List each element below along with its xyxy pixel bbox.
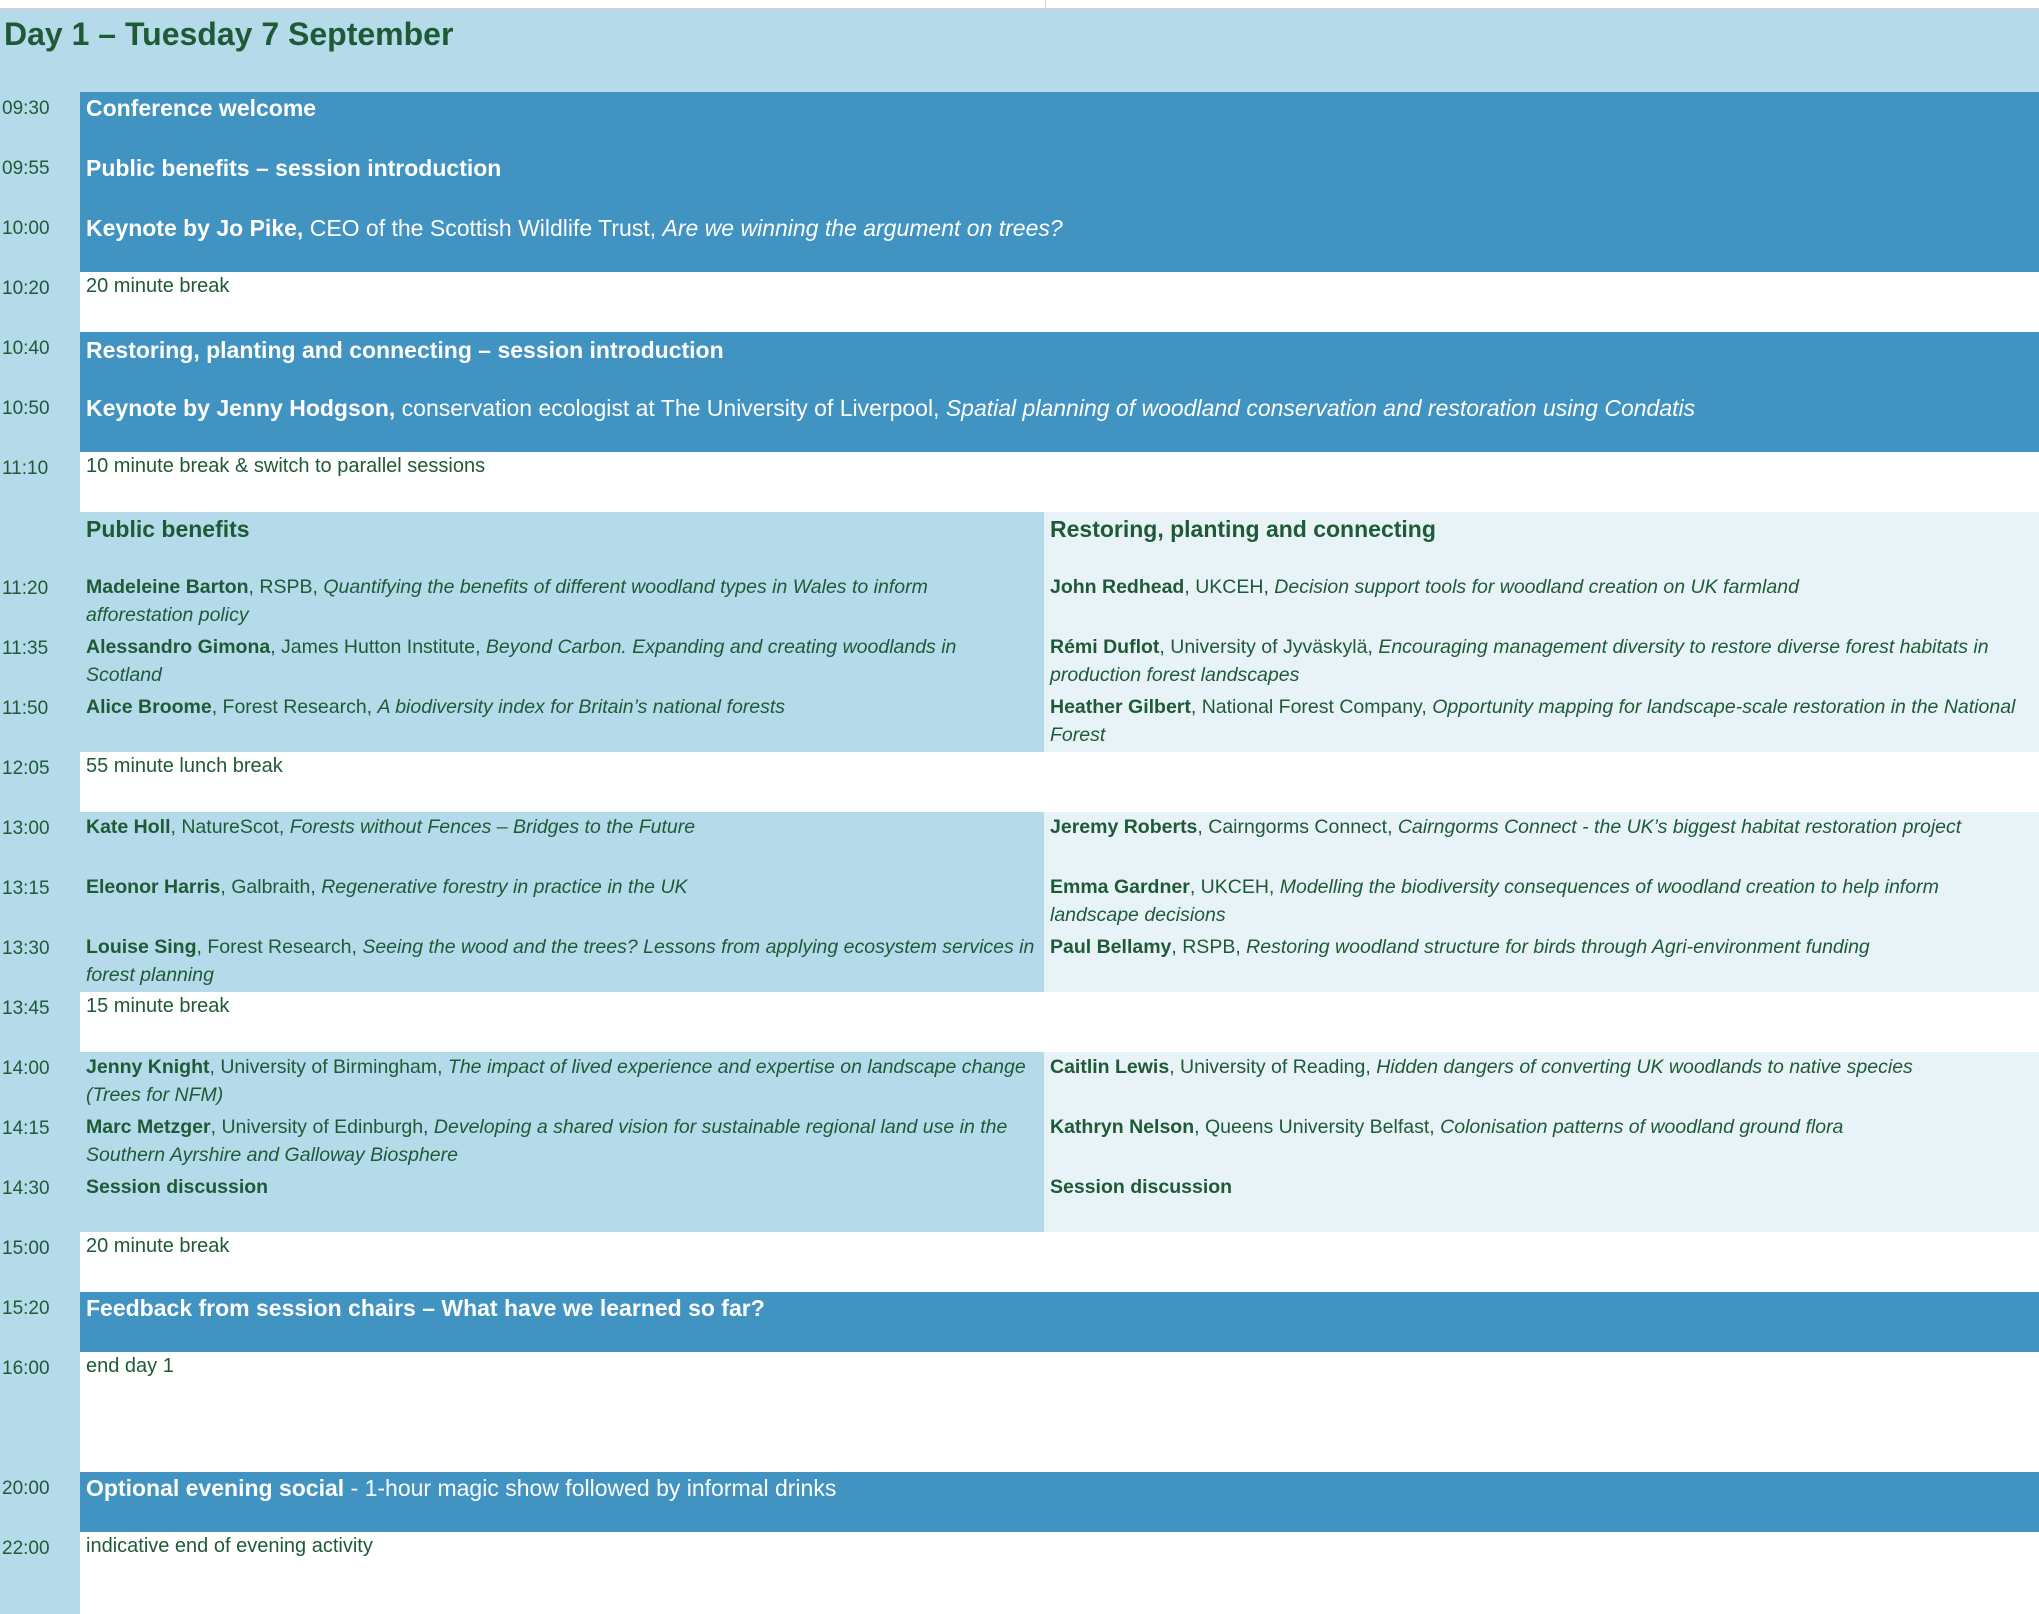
time-label: 11:50	[2, 698, 49, 719]
time-label: 13:45	[2, 998, 50, 1019]
time-label: 12:05	[2, 758, 50, 779]
talk-title: Restoring woodland structure for birds through Agri-environment funding	[1246, 936, 1870, 958]
talk-title: Colonisation patterns of woodland ground flora	[1440, 1116, 1844, 1138]
affiliation: , UKCEH,	[1189, 876, 1280, 898]
time-label: 14:00	[2, 1058, 50, 1079]
speaker: Jeremy Roberts	[1050, 816, 1198, 838]
break-row	[80, 1232, 2039, 1292]
talk-title: Cairngorms Connect - the UK’s biggest habitat restoration project	[1397, 816, 1962, 838]
speaker: Heather Gilbert	[1050, 696, 1191, 718]
speaker: John Redhead	[1050, 576, 1185, 598]
time-label: 13:15	[2, 878, 50, 899]
plenary-text: - 1-hour magic show followed by informal drinks	[344, 1475, 837, 1501]
speaker: Alessandro Gimona	[86, 636, 271, 658]
affiliation: , NatureScot,	[170, 816, 290, 838]
speaker: Kathryn Nelson	[1050, 1116, 1195, 1138]
time-label: 22:00	[2, 1538, 50, 1559]
speaker: Paul Bellamy	[1050, 936, 1172, 958]
break-note: 20 minute break	[86, 275, 230, 297]
time-label: 13:00	[2, 818, 50, 839]
talk-left	[86, 1113, 1036, 1169]
talk-right	[1050, 573, 2030, 601]
talk-title: Forests without Fences – Bridges to the Future	[289, 816, 696, 838]
time-label: 11:35	[2, 638, 49, 659]
break-row	[80, 752, 2039, 812]
affiliation: , Queens University Belfast,	[1194, 1116, 1441, 1138]
talk-title: Hidden dangers of converting UK woodlands to native species	[1376, 1056, 1913, 1078]
plenary-block-morning	[80, 92, 2039, 272]
break-row	[80, 992, 2039, 1052]
speaker: Eleonor Harris	[86, 876, 221, 898]
talk-left	[86, 573, 1036, 629]
time-label: 11:20	[2, 578, 49, 599]
speaker: Marc Metzger	[86, 1116, 211, 1138]
talk-title: Beyond Carbon. Expanding and creating woodlands in Scotland	[86, 636, 957, 686]
plenary-bold: Keynote by Jenny Hodgson,	[86, 395, 396, 421]
break-note: 55 minute lunch break	[86, 755, 283, 777]
parallel-heading-left: Public benefits	[86, 516, 250, 542]
talk-title: Quantifying the benefits of different woodland types in Wales to inform afforestation policy	[86, 576, 928, 626]
time-label: 14:30	[2, 1178, 50, 1199]
time-label: 10:40	[2, 338, 50, 359]
talk-title: Encouraging management diversity to restore diverse forest habitats in production forest landscapes	[1050, 636, 1989, 686]
plenary-bold: Optional evening social	[86, 1475, 345, 1501]
affiliation: , National Forest Company,	[1190, 696, 1433, 718]
affiliation: , University of Reading,	[1169, 1056, 1377, 1078]
break-note: 15 minute break	[86, 995, 230, 1017]
talk-title: Modelling the biodiversity consequences of woodland creation to help inform landscape decisions	[1050, 876, 1939, 926]
time-label: 15:00	[2, 1238, 50, 1259]
talk-title: Developing a shared vision for sustainable regional land use in the Southern Ayrshire and Galloway Biosphere	[86, 1116, 1008, 1166]
plenary-text: conservation ecologist at The University of Liverpool,	[395, 395, 946, 421]
page-title: Day 1 – Tuesday 7 September	[4, 16, 454, 52]
plenary-item	[86, 395, 1695, 422]
affiliation: , Forest Research,	[196, 936, 363, 958]
talk-title: Seeing the wood and the trees? Lessons from applying ecosystem services in forest planning	[86, 936, 1035, 986]
end-day-row	[80, 1352, 2039, 1472]
parallel-heading-right: Restoring, planting and connecting	[1050, 516, 1436, 542]
time-label: 13:30	[2, 938, 50, 959]
speaker: Rémi Duflot	[1050, 636, 1160, 658]
talk-title: Opportunity mapping for landscape-scale restoration in the National Forest	[1050, 696, 2016, 746]
speaker: Kate Holl	[86, 816, 171, 838]
affiliation: , University of Birmingham,	[209, 1056, 448, 1078]
talk-title: A biodiversity index for Britain’s national forests	[377, 696, 786, 718]
talk-left	[86, 1053, 1036, 1109]
break-note: 10 minute break & switch to parallel sessions	[86, 455, 486, 477]
plenary-bold: Keynote by Jo Pike,	[86, 215, 304, 241]
end-evening-row	[80, 1532, 2039, 1614]
affiliation: , RSPB,	[248, 576, 324, 598]
affiliation: , RSPB,	[1171, 936, 1247, 958]
talk-left	[86, 693, 1036, 721]
affiliation: , Galbraith,	[220, 876, 322, 898]
time-label: 09:30	[2, 98, 50, 119]
speaker: Session discussion	[86, 1176, 269, 1198]
talk-left	[86, 873, 1036, 901]
time-label: 11:10	[2, 458, 49, 479]
end-evening-note: indicative end of evening activity	[86, 1535, 373, 1557]
talk-right	[1050, 873, 2030, 929]
session-discussion-left	[86, 1173, 1036, 1201]
session-discussion-right	[1050, 1173, 2030, 1201]
plenary-item	[86, 337, 724, 364]
time-label: 10:00	[2, 218, 50, 239]
affiliation: , Forest Research,	[211, 696, 378, 718]
break-row	[80, 272, 2039, 332]
plenary-italic: Are we winning the argument on trees?	[662, 215, 1063, 241]
speaker: Session discussion	[1050, 1176, 1233, 1198]
talk-title: Decision support tools for woodland creation on UK farmland	[1274, 576, 1799, 598]
talk-left	[86, 633, 1036, 689]
plenary-italic: Spatial planning of woodland conservation and restoration using Condatis	[945, 395, 1696, 421]
plenary-bold: Conference welcome	[86, 95, 317, 121]
plenary-item	[86, 1475, 836, 1502]
column-gridline	[1045, 0, 1046, 9]
plenary-item	[86, 215, 1063, 242]
talk-title: The impact of lived experience and expertise on landscape change (Trees for NFM)	[86, 1056, 1026, 1106]
time-label: 10:20	[2, 278, 50, 299]
time-label: 14:15	[2, 1118, 50, 1139]
talk-left	[86, 933, 1036, 989]
plenary-item	[86, 95, 316, 122]
speaker: Madeleine Barton	[86, 576, 249, 598]
affiliation: , University of Edinburgh,	[210, 1116, 434, 1138]
talk-right	[1050, 813, 2030, 841]
plenary-bold: Restoring, planting and connecting – session introduction	[86, 337, 724, 363]
time-label: 16:00	[2, 1358, 50, 1379]
speaker: Louise Sing	[86, 936, 197, 958]
talk-title: Regenerative forestry in practice in the UK	[321, 876, 688, 898]
affiliation: , James Hutton Institute,	[270, 636, 486, 658]
affiliation: , University of Jyväskylä,	[1159, 636, 1379, 658]
talk-right	[1050, 693, 2030, 749]
plenary-item	[86, 1295, 765, 1322]
affiliation: , UKCEH,	[1184, 576, 1275, 598]
speaker: Caitlin Lewis	[1050, 1056, 1170, 1078]
plenary-text: CEO of the Scottish Wildlife Trust,	[303, 215, 663, 241]
talk-right	[1050, 1053, 2030, 1081]
talk-right	[1050, 933, 2030, 961]
plenary-item	[86, 155, 501, 182]
talk-right	[1050, 633, 2030, 689]
talk-left	[86, 813, 1036, 841]
speaker: Jenny Knight	[86, 1056, 210, 1078]
time-label: 20:00	[2, 1478, 50, 1499]
affiliation: , Cairngorms Connect,	[1197, 816, 1398, 838]
time-label: 15:20	[2, 1298, 50, 1319]
speaker: Emma Gardner	[1050, 876, 1190, 898]
plenary-bold: Public benefits – session introduction	[86, 155, 502, 181]
talk-right	[1050, 1113, 2030, 1141]
end-day-note: end day 1	[86, 1355, 174, 1377]
speaker: Alice Broome	[86, 696, 212, 718]
break-note: 20 minute break	[86, 1235, 230, 1257]
time-column	[0, 92, 80, 1614]
plenary-bold: Feedback from session chairs – What have we learned so far?	[86, 1295, 765, 1321]
time-label: 09:55	[2, 158, 50, 179]
time-label: 10:50	[2, 398, 50, 419]
